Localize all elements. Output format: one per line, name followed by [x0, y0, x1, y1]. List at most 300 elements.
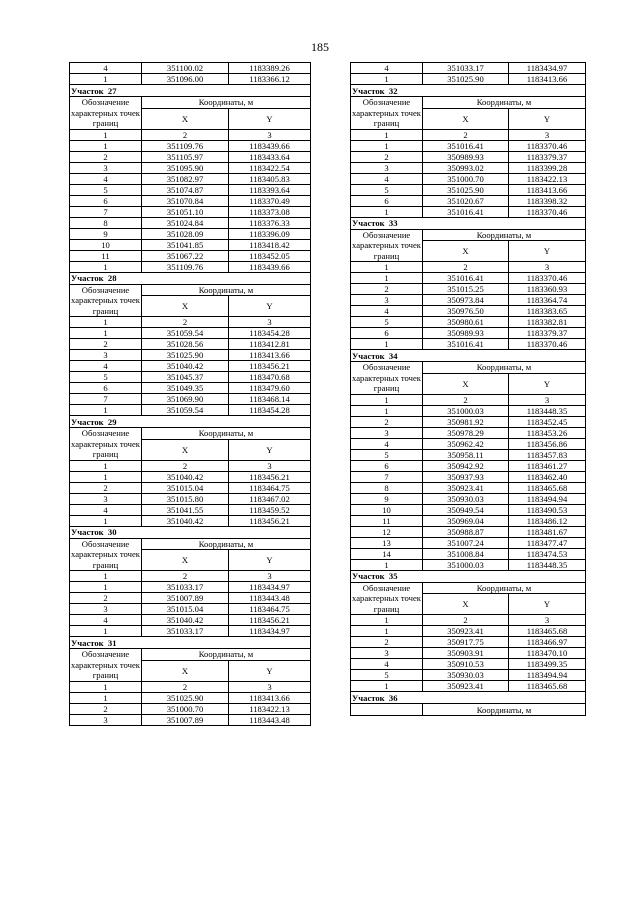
point-number: 4	[351, 306, 423, 317]
x-header: X	[142, 660, 229, 681]
point-number: 4	[351, 659, 423, 670]
point-number: 4	[351, 438, 423, 449]
column-number: 3	[229, 129, 311, 140]
column-number: 2	[142, 317, 229, 328]
coord-x-value: 351016.41	[423, 140, 509, 151]
coord-x-value: 351100.02	[142, 63, 229, 74]
coord-y-value: 1183443.48	[229, 593, 311, 604]
point-number: 2	[70, 703, 142, 714]
coord-x-value: 351015.04	[142, 604, 229, 615]
coord-x-value: 351033.17	[423, 63, 509, 74]
header-row	[351, 97, 586, 109]
coord-y-value: 1183494.94	[509, 670, 586, 681]
section-number: 31	[107, 637, 117, 648]
point-number: 12	[351, 526, 423, 537]
section-heading-row	[70, 272, 311, 284]
coord-y-value: 1183382.81	[509, 317, 586, 328]
table-row	[70, 383, 311, 394]
coord-x-value: 351024.84	[142, 217, 229, 228]
coord-x-value: 351016.41	[423, 339, 509, 350]
coord-x-value: 351074.87	[142, 184, 229, 195]
coord-x-value: 350962.42	[423, 438, 509, 449]
point-number: 14	[351, 548, 423, 559]
coord-x-value: 351000.70	[423, 173, 509, 184]
coord-y-value: 1183466.97	[509, 637, 586, 648]
section-prefix: Участок	[352, 350, 385, 361]
point-number: 1	[351, 626, 423, 637]
y-header: Y	[229, 296, 311, 317]
column-number: 2	[423, 615, 509, 626]
section-prefix: Участок	[352, 692, 385, 703]
header-row	[70, 97, 311, 109]
section-heading	[70, 85, 311, 97]
coord-x-value: 350969.04	[423, 515, 509, 526]
column-numbers-row	[70, 317, 311, 328]
x-header: X	[142, 439, 229, 460]
column-numbers-row	[351, 129, 586, 140]
coord-x-value: 351008.84	[423, 548, 509, 559]
column-number: 2	[423, 129, 509, 140]
coord-x-value: 351028.09	[142, 228, 229, 239]
table-row	[351, 306, 586, 317]
coord-y-value: 1183456.21	[229, 615, 311, 626]
coord-y-value: 1183418.42	[229, 239, 311, 250]
table-row	[70, 140, 311, 151]
header-row	[351, 582, 586, 594]
coord-y-value: 1183470.68	[229, 372, 311, 383]
point-number: 5	[351, 449, 423, 460]
point-number: 5	[351, 184, 423, 195]
coord-y-value: 1183434.97	[509, 63, 586, 74]
coord-x-value: 351000.03	[423, 559, 509, 570]
point-number: 4	[70, 63, 142, 74]
point-number: 2	[351, 416, 423, 427]
table-row	[70, 515, 311, 526]
point-number: 3	[351, 162, 423, 173]
x-header: X	[423, 241, 509, 262]
point-number: 7	[351, 471, 423, 482]
table-row	[70, 493, 311, 504]
coord-x-value: 351096.00	[142, 74, 229, 85]
column-numbers-row	[70, 681, 311, 692]
coord-x-value: 350942.92	[423, 460, 509, 471]
point-number: 3	[70, 162, 142, 173]
point-number: 1	[351, 681, 423, 692]
coord-x-value: 351007.24	[423, 537, 509, 548]
column-number: 2	[142, 571, 229, 582]
table-row	[70, 206, 311, 217]
column-number: 1	[351, 262, 423, 273]
table-row	[70, 361, 311, 372]
coord-y-value: 1183413.66	[509, 184, 586, 195]
table-row	[70, 350, 311, 361]
coord-y-value: 1183474.53	[509, 548, 586, 559]
coord-y-value: 1183456.21	[229, 515, 311, 526]
coord-x-value: 351015.25	[423, 284, 509, 295]
coord-x-value: 350917.75	[423, 637, 509, 648]
coord-y-value: 1183373.08	[229, 206, 311, 217]
point-number: 11	[70, 250, 142, 261]
designation-header: Обозначение характерных точек границ	[71, 284, 140, 316]
coord-x-value: 350958.11	[423, 449, 509, 460]
designation-header: Обозначение характерных точек границ	[352, 362, 421, 393]
table-row	[351, 493, 586, 504]
column-number: 3	[509, 129, 586, 140]
point-number: 1	[70, 626, 142, 637]
coord-y-value: 1183443.48	[229, 714, 311, 725]
table-row	[351, 427, 586, 438]
table-row	[351, 648, 586, 659]
column-numbers-row	[351, 262, 586, 273]
coord-y-value: 1183364.74	[509, 295, 586, 306]
coord-x-value: 351070.84	[142, 195, 229, 206]
table-row	[351, 670, 586, 681]
coord-y-value: 1183379.37	[509, 328, 586, 339]
table-row	[351, 284, 586, 295]
column-number: 3	[229, 317, 311, 328]
point-number: 5	[351, 317, 423, 328]
coord-x-value: 351020.67	[423, 195, 509, 206]
table-row	[70, 239, 311, 250]
table-row	[70, 151, 311, 162]
x-header: X	[423, 108, 509, 129]
point-number: 1	[351, 405, 423, 416]
table-row	[351, 184, 586, 195]
section-prefix: Участок	[71, 416, 104, 427]
table-row	[351, 559, 586, 570]
section-heading	[70, 637, 311, 649]
section-heading-row	[351, 85, 586, 97]
column-number: 3	[229, 571, 311, 582]
table-row	[70, 604, 311, 615]
coord-x-value: 351033.17	[142, 626, 229, 637]
point-number: 2	[351, 151, 423, 162]
point-number: 4	[70, 504, 142, 515]
point-number: 1	[70, 405, 142, 416]
coord-y-value: 1183399.28	[509, 162, 586, 173]
section-prefix: Участок	[352, 218, 385, 228]
coord-x-value: 350978.29	[423, 427, 509, 438]
point-number: 1	[70, 515, 142, 526]
coordinates-header: Координаты, м	[423, 582, 586, 594]
coordinates-header: Координаты, м	[142, 649, 311, 661]
table-row	[351, 273, 586, 284]
column-number: 3	[229, 460, 311, 471]
table-row	[351, 548, 586, 559]
coordinates-table-left	[69, 62, 311, 726]
designation-header-cell	[351, 704, 423, 716]
point-number: 3	[70, 604, 142, 615]
table-row	[70, 394, 311, 405]
point-number: 4	[70, 173, 142, 184]
coord-x-value: 351041.85	[142, 239, 229, 250]
coord-y-value: 1183494.94	[509, 493, 586, 504]
column-numbers-row	[70, 571, 311, 582]
designation-header: Обозначение характерных точек границ	[71, 649, 140, 680]
section-heading-row	[70, 416, 311, 428]
table-row	[351, 526, 586, 537]
coord-y-value: 1183383.65	[509, 306, 586, 317]
point-number: 1	[351, 206, 423, 217]
column-number: 2	[142, 460, 229, 471]
designation-header: Обозначение характерных точек границ	[352, 229, 421, 261]
table-row	[351, 339, 586, 350]
coord-x-value: 351109.76	[142, 140, 229, 151]
column-number: 1	[351, 394, 423, 405]
point-number: 5	[70, 372, 142, 383]
section-heading	[351, 570, 586, 582]
section-number: 32	[388, 85, 398, 96]
section-heading-row	[351, 570, 586, 582]
coord-x-value: 351025.90	[423, 74, 509, 85]
coord-y-value: 1183398.32	[509, 195, 586, 206]
header-row	[70, 538, 311, 550]
table-row	[351, 438, 586, 449]
coordinates-header: Координаты, м	[142, 428, 311, 440]
table-row	[351, 162, 586, 173]
coord-y-value: 1183464.75	[229, 604, 311, 615]
right-column	[350, 62, 585, 716]
x-header: X	[423, 373, 509, 394]
table-row	[70, 195, 311, 206]
coordinates-header: Координаты, м	[142, 97, 311, 109]
coord-y-value: 1183465.68	[509, 681, 586, 692]
point-number: 3	[351, 295, 423, 306]
coord-y-value: 1183405.83	[229, 173, 311, 184]
y-header: Y	[229, 550, 311, 571]
coord-x-value: 350937.93	[423, 471, 509, 482]
table-row	[70, 615, 311, 626]
section-number: 28	[107, 273, 117, 283]
table-row	[70, 261, 311, 272]
coord-x-value: 351049.35	[142, 383, 229, 394]
coordinates-table-right	[350, 62, 586, 716]
coord-x-value: 350930.03	[423, 670, 509, 681]
point-number: 1	[70, 261, 142, 272]
coord-x-value: 351000.03	[423, 405, 509, 416]
coord-x-value: 351109.76	[142, 261, 229, 272]
coord-y-value: 1183470.10	[509, 648, 586, 659]
table-row	[70, 504, 311, 515]
coord-y-value: 1183499.35	[509, 659, 586, 670]
table-row	[351, 63, 586, 74]
coord-x-value: 350930.03	[423, 493, 509, 504]
designation-header: Обозначение характерных точек границ	[352, 97, 421, 128]
y-header: Y	[509, 241, 586, 262]
column-number: 1	[351, 615, 423, 626]
table-row	[70, 328, 311, 339]
table-row	[351, 537, 586, 548]
point-number: 1	[351, 140, 423, 151]
table-row	[351, 151, 586, 162]
header-row	[351, 229, 586, 241]
point-number: 6	[351, 460, 423, 471]
section-number: 29	[107, 416, 117, 427]
section-heading	[70, 526, 311, 538]
coord-x-value: 351040.42	[142, 515, 229, 526]
column-numbers-row	[70, 460, 311, 471]
column-number: 2	[423, 394, 509, 405]
section-heading-row	[70, 85, 311, 97]
left-column	[69, 62, 310, 726]
point-number: 1	[70, 582, 142, 593]
table-row	[70, 184, 311, 195]
coord-y-value: 1183468.14	[229, 394, 311, 405]
x-header: X	[142, 296, 229, 317]
table-row	[351, 195, 586, 206]
coord-x-value: 351051.10	[142, 206, 229, 217]
coord-x-value: 351040.42	[142, 471, 229, 482]
point-number: 10	[70, 239, 142, 250]
y-header: Y	[229, 108, 311, 129]
point-number: 2	[70, 339, 142, 350]
coord-y-value: 1183448.35	[509, 405, 586, 416]
column-number: 2	[423, 262, 509, 273]
designation-header: Обозначение характерных точек границ	[71, 97, 140, 128]
section-prefix: Участок	[71, 85, 104, 96]
coord-x-value: 351059.54	[142, 328, 229, 339]
point-number: 3	[70, 350, 142, 361]
point-number: 2	[70, 593, 142, 604]
section-prefix: Участок	[71, 527, 104, 537]
coord-x-value: 351040.42	[142, 361, 229, 372]
point-number: 1	[351, 273, 423, 284]
point-number: 3	[70, 493, 142, 504]
coord-x-value: 350910.53	[423, 659, 509, 670]
coord-y-value: 1183396.09	[229, 228, 311, 239]
coord-y-value: 1183422.13	[509, 173, 586, 184]
coord-x-value: 351000.70	[142, 703, 229, 714]
coord-x-value: 350988.87	[423, 526, 509, 537]
table-row	[70, 372, 311, 383]
table-row	[351, 405, 586, 416]
point-number: 1	[351, 74, 423, 85]
table-row	[70, 217, 311, 228]
coord-y-value: 1183413.66	[229, 350, 311, 361]
table-row	[70, 692, 311, 703]
column-number: 3	[509, 615, 586, 626]
header-row	[70, 284, 311, 296]
section-number: 35	[388, 571, 398, 581]
point-number: 1	[70, 140, 142, 151]
section-number: 34	[388, 350, 398, 361]
table-row	[70, 703, 311, 714]
column-numbers-row	[351, 615, 586, 626]
coord-x-value: 351033.17	[142, 582, 229, 593]
table-row	[351, 206, 586, 217]
section-heading	[70, 416, 311, 428]
coord-x-value: 351015.04	[142, 482, 229, 493]
point-number: 1	[70, 328, 142, 339]
table-row	[351, 173, 586, 184]
coord-x-value: 350923.41	[423, 681, 509, 692]
coord-x-value: 351016.41	[423, 273, 509, 284]
coord-y-value: 1183453.26	[509, 427, 586, 438]
coord-x-value: 351069.90	[142, 394, 229, 405]
point-number: 6	[351, 328, 423, 339]
section-prefix: Участок	[352, 571, 385, 581]
table-row	[70, 405, 311, 416]
section-prefix: Участок	[352, 85, 385, 96]
x-header: X	[142, 108, 229, 129]
coord-y-value: 1183457.83	[509, 449, 586, 460]
column-number: 1	[70, 317, 142, 328]
point-number: 10	[351, 504, 423, 515]
point-number: 3	[351, 648, 423, 659]
coord-y-value: 1183413.66	[509, 74, 586, 85]
coord-x-value: 350903.91	[423, 648, 509, 659]
coordinates-header: Координаты, м	[423, 97, 586, 109]
designation-header: Обозначение характерных точек границ	[71, 538, 140, 570]
point-number: 6	[351, 195, 423, 206]
coord-y-value: 1183413.66	[229, 692, 311, 703]
coord-y-value: 1183461.27	[509, 460, 586, 471]
section-heading	[351, 85, 586, 97]
section-number: 30	[107, 527, 117, 537]
section-number: 33	[388, 218, 398, 228]
coord-y-value: 1183456.21	[229, 361, 311, 372]
column-number: 1	[70, 129, 142, 140]
coord-x-value: 351067.22	[142, 250, 229, 261]
table-row	[70, 593, 311, 604]
coord-x-value: 350993.02	[423, 162, 509, 173]
coordinates-header: Координаты, м	[423, 362, 586, 374]
coord-y-value: 1183481.67	[509, 526, 586, 537]
y-header: Y	[229, 439, 311, 460]
point-number: 6	[70, 383, 142, 394]
coord-y-value: 1183360.93	[509, 284, 586, 295]
section-heading	[351, 217, 586, 229]
coord-y-value: 1183434.97	[229, 626, 311, 637]
coord-y-value: 1183439.66	[229, 140, 311, 151]
section-heading-row	[70, 637, 311, 649]
coord-y-value: 1183465.68	[509, 626, 586, 637]
coord-x-value: 351059.54	[142, 405, 229, 416]
coord-y-value: 1183433.64	[229, 151, 311, 162]
coord-x-value: 351082.97	[142, 173, 229, 184]
table-row	[70, 339, 311, 350]
coord-y-value: 1183434.97	[229, 582, 311, 593]
point-number: 1	[70, 471, 142, 482]
coordinates-header: Координаты, м	[423, 229, 586, 241]
table-row	[351, 317, 586, 328]
coord-y-value: 1183389.26	[229, 63, 311, 74]
coord-y-value: 1183370.46	[509, 206, 586, 217]
coord-x-value: 351016.41	[423, 206, 509, 217]
point-number: 2	[351, 637, 423, 648]
point-number: 7	[70, 394, 142, 405]
header-row	[70, 428, 311, 440]
table-row	[70, 162, 311, 173]
coord-y-value: 1183422.13	[229, 703, 311, 714]
designation-header: Обозначение характерных точек границ	[71, 428, 140, 459]
coord-y-value: 1183486.12	[509, 515, 586, 526]
coord-y-value: 1183422.54	[229, 162, 311, 173]
x-header: X	[142, 550, 229, 571]
table-row	[351, 471, 586, 482]
coord-x-value: 351025.90	[142, 692, 229, 703]
table-row	[70, 250, 311, 261]
coord-x-value: 351040.42	[142, 615, 229, 626]
point-number: 2	[70, 151, 142, 162]
column-number: 3	[509, 394, 586, 405]
coordinates-header: Координаты, м	[142, 538, 311, 550]
table-row	[70, 626, 311, 637]
point-number: 7	[70, 206, 142, 217]
section-heading	[351, 350, 586, 362]
coord-y-value: 1183452.05	[229, 250, 311, 261]
coord-x-value: 351028.56	[142, 339, 229, 350]
